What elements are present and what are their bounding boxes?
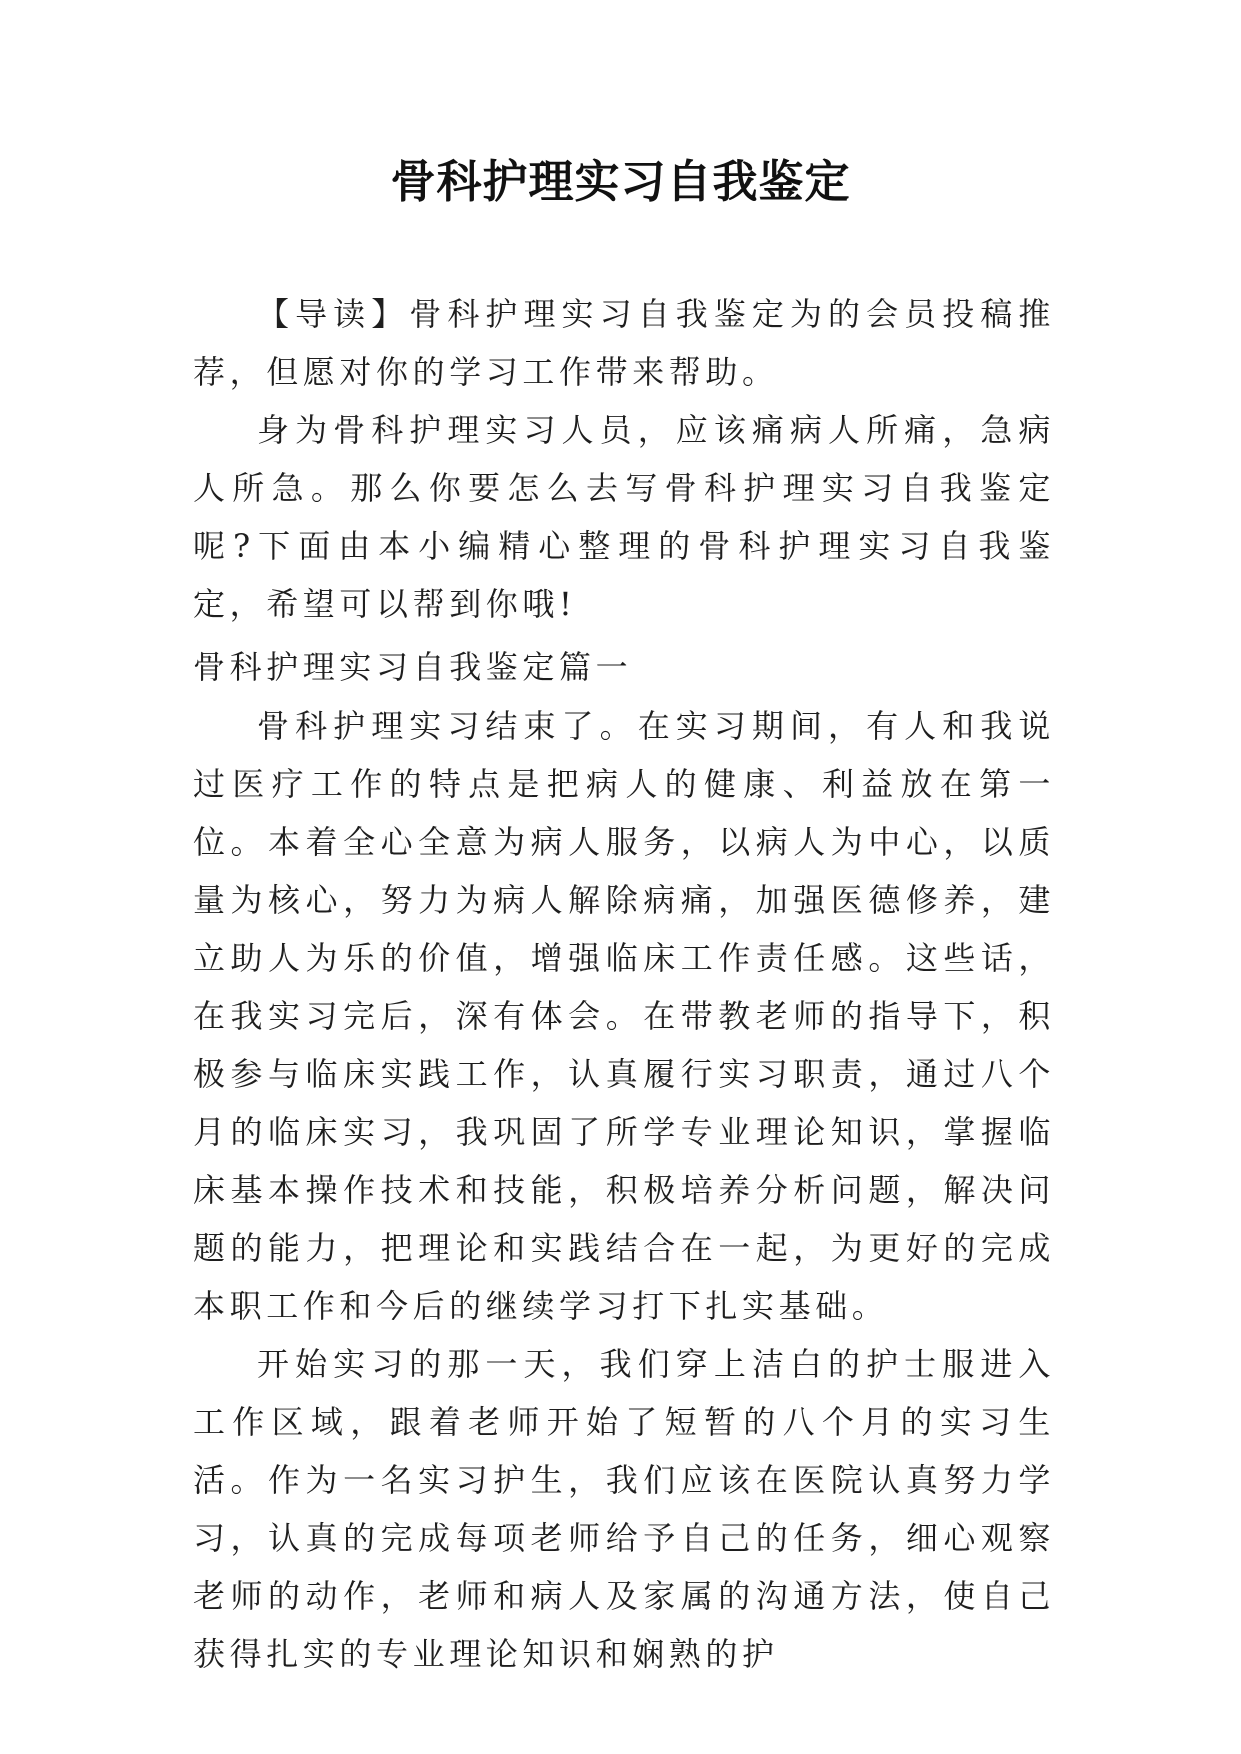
intro-paragraph-lead: 【导读】骨科护理实习自我鉴定为的会员投稿推荐，但愿对你的学习工作带来帮助。: [193, 295, 1055, 391]
intro-section: [193, 285, 1055, 633]
body-paragraph: 开始实习的那一天，我们穿上洁白的护士服进入工作区域，跟着老师开始了短暂的八个月的实习生活。作为一名实习护生，我们应该在医院认真努力学习，认真的完成每项老师给予自己的任务，细心观察老师的动作，老师和病人及家属的沟通方法，使自己获得扎实的专业理论知识和娴熟的护: [193, 1345, 1055, 1673]
body-paragraph: 骨科护理实习结束了。在实习期间，有人和我说过医疗工作的特点是把病人的健康、利益放在第一位。本着全心全意为病人服务，以病人为中心，以质量为核心，努力为病人解除病痛，加强医德修养，建立助人为乐的价值，增强临床工作责任感。这些话，在我实习完后，深有体会。在带教老师的指导下，积极参与临床实践工作，认真履行实习职责，通过八个月的临床实习，我巩固了所学专业理论知识，掌握临床基本操作技术和技能，积极培养分析问题，解决问题的能力，把理论和实践结合在一起，为更好的完成本职工作和今后的继续学习打下扎实基础。: [193, 707, 1055, 1325]
document-title: 骨科护理实习自我鉴定: [390, 155, 851, 208]
section-heading: 骨科护理实习自我鉴定篇一: [193, 648, 633, 686]
section-body: [193, 697, 1055, 1683]
intro-paragraph-summary: 身为骨科护理实习人员，应该痛病人所痛，急病人所急。那么你要怎么去写骨科护理实习自我鉴定呢?下面由本小编精心整理的骨科护理实习自我鉴定，希望可以帮到你哦!: [193, 411, 1055, 623]
